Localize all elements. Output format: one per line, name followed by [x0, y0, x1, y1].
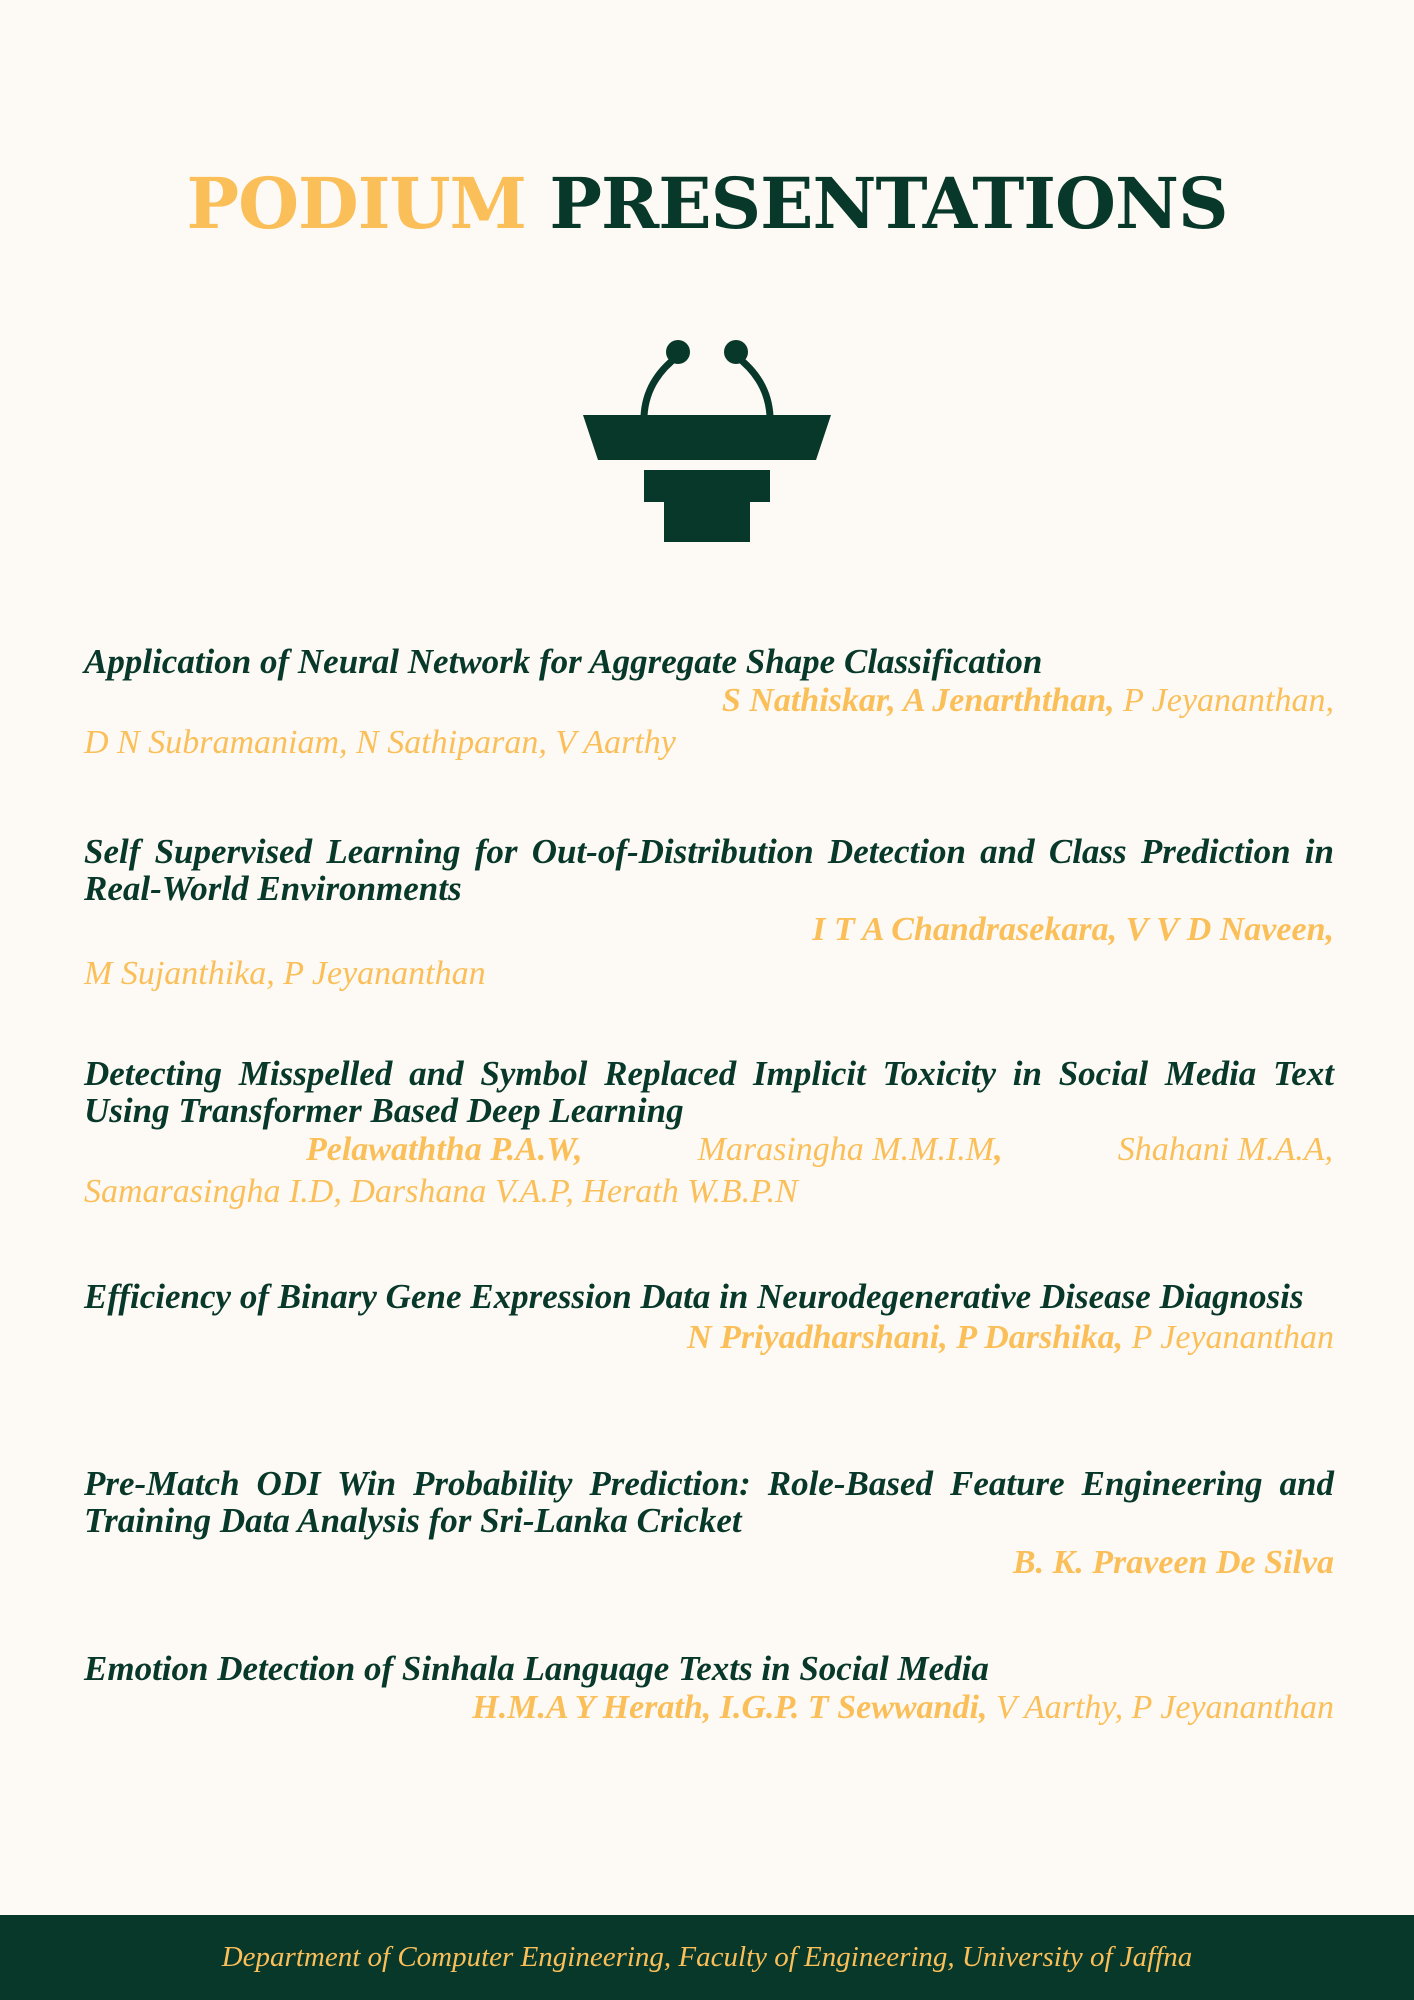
- presenting-authors: I T A Chandrasekara, V V D Naveen,: [812, 911, 1334, 948]
- presenting-authors: H.M.A Y Herath, I.G.P. T Sewwandi,: [472, 1689, 988, 1726]
- presenting-authors: N Priyadharshani, P Darshika,: [687, 1319, 1124, 1356]
- author-separator: ,: [994, 1131, 1003, 1168]
- presentation-item: [84, 1055, 1334, 1213]
- presentation-item: [84, 1278, 1334, 1359]
- presenting-authors: B. K. Praveen De Silva: [1012, 1544, 1334, 1581]
- co-authors-line: D N Subramaniam, N Sathiparan, V Aarthy: [84, 724, 676, 761]
- co-authors: P Jeyananthan,: [1123, 682, 1334, 719]
- co-authors: V Aarthy, P Jeyananthan: [995, 1689, 1334, 1726]
- presentation-item: [84, 1650, 1334, 1729]
- title-main: PRESENTATIONS: [549, 162, 1228, 245]
- presentation-title: Emotion Detection of Sinhala Language Texts in Social Media: [84, 1649, 989, 1688]
- podium-icon: [580, 338, 834, 542]
- co-authors-line: Samarasingha I.D, Darshana V.A.P, Herath W.B.P.N: [84, 1173, 798, 1210]
- presentation-title: Application of Neural Network for Aggregate Shape Classification: [84, 642, 1043, 681]
- presentation-authors: [84, 909, 1334, 951]
- co-author: Shahani M.A.A,: [1117, 1131, 1333, 1168]
- presenting-authors: S Nathiskar, A Jenarththan,: [721, 682, 1115, 719]
- footer-bar: [0, 1915, 1414, 2000]
- presentation-authors: [84, 680, 1334, 722]
- presenting-authors: Pelawaththa P.A.W,: [306, 1131, 583, 1168]
- presentation-title: Pre-Match ODI Win Probability Prediction: Role-Based Feature Engineering and Training Data Analysis for Sri-Lanka Cricket: [84, 1464, 1334, 1540]
- co-authors: P Jeyananthan: [1131, 1319, 1334, 1356]
- footer-text: Department of Computer Engineering, Faculty of Engineering, University of Jaffna: [221, 1941, 1193, 1973]
- co-author: [698, 1129, 1003, 1171]
- presentation-title: Detecting Misspelled and Symbol Replaced Implicit Toxicity in Social Media Text Using Transformer Based Deep Learning: [84, 1054, 1334, 1130]
- co-authors-line: M Sujanthika, P Jeyananthan: [84, 955, 486, 992]
- co-author-name: Marasingha M.M.I.M: [697, 1131, 995, 1168]
- presentation-authors: [84, 1687, 1334, 1729]
- presentation-title: Self Supervised Learning for Out-of-Distribution Detection and Class Prediction in Real-World Environments: [84, 832, 1334, 908]
- presentation-item: [84, 1465, 1334, 1584]
- presentation-item: [84, 643, 1334, 764]
- presentation-authors: [84, 1542, 1334, 1584]
- presentation-authors: [84, 1129, 1334, 1171]
- page-title: [0, 162, 1414, 246]
- presentation-item: [84, 833, 1334, 995]
- presentation-authors: [84, 1317, 1334, 1359]
- presentation-title: Efficiency of Binary Gene Expression Data in Neurodegenerative Disease Diagnosis: [84, 1277, 1304, 1316]
- title-accent: PODIUM: [186, 162, 527, 245]
